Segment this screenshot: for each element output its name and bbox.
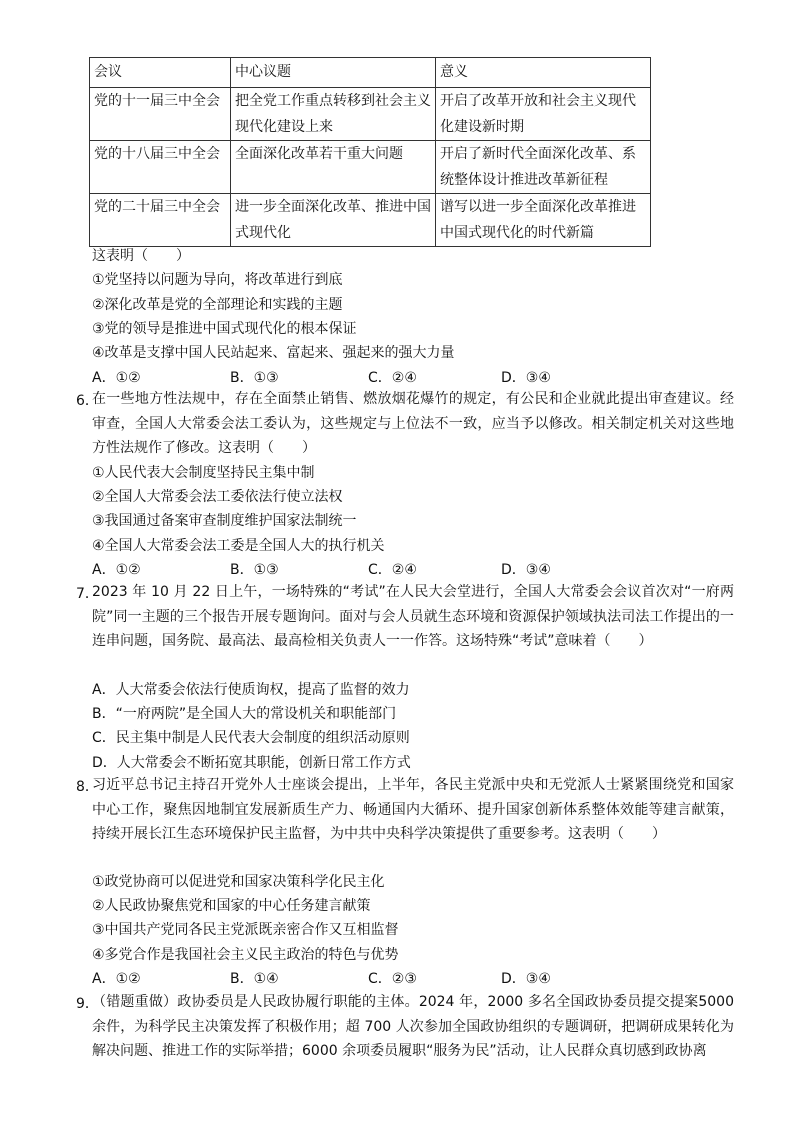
q6-statement-2: ②全国人大常委会法工委依法行使立法权 [92, 489, 343, 505]
table-cell: 开启了新时代全面深化改革、系统整体设计推进改革新征程 [436, 141, 651, 194]
q7-option-d[interactable]: D．人大常委会不断拓宽其职能，创新日常工作方式 [92, 755, 411, 771]
q8-option-b[interactable]: B．①④ [230, 971, 279, 987]
q6-statement-4: ④全国人大常委会法工委是全国人大的执行机关 [92, 538, 385, 554]
q5-stem: 这表明（ ） [92, 248, 190, 264]
q7-stem: 2023 年 10 月 22 日上午，一场特殊的“考试”在人民大会堂进行，全国人大常委会会议首次对“一府两院”同一主题的三个报告开展专题询问。面对与会人员就生态环境和资源保护领域执法司法工作提出的一连串问题，国务院、最高法、最高检相关负责人一一作答。这场特殊“考试”意味着（ ） [92, 584, 734, 649]
table-header-cell: 中心议题 [231, 58, 436, 88]
table-cell: 把全党工作重点转移到社会主义现代化建设上来 [231, 88, 436, 141]
table-cell: 党的十八届三中全会 [90, 141, 231, 194]
q6-stem: 在一些地方性法规中，存在全面禁止销售、燃放烟花爆竹的规定，有公民和企业就此提出审查建议。经审查，全国人大常委会法工委认为，这些规定与上位法不一致，应当予以修改。相关制定机关对这些地方性法规作了修改。这表明（ ） [92, 391, 734, 456]
q5-statement-2: ②深化改革是党的全部理论和实践的主题 [92, 297, 343, 313]
q7-number: 7． [76, 586, 99, 602]
q6-option-a[interactable]: A．①② [92, 562, 141, 578]
q6-option-c[interactable]: C．②④ [368, 562, 417, 578]
q6-number: 6． [76, 393, 99, 409]
table-cell: 全面深化改革若干重大问题 [231, 141, 436, 194]
q8-option-d[interactable]: D．③④ [501, 971, 551, 987]
q9-stem: （错题重做）政协委员是人民政协履行职能的主体。2024 年，2000 多名全国政协委员提交提案5000余件，为科学民主决策发挥了积极作用；超 700 人次参加全国政协组织的专题调研，把调研成果转化为解决问题、推进工作的实际举措；6000 余项委员履职“服务为民”活动，让人民群众真切感到政协离 [92, 994, 734, 1059]
meeting-table [89, 57, 651, 247]
q8-statement-2: ②人民政协聚焦党和国家的中心任务建言献策 [92, 898, 371, 914]
q8-number: 8． [76, 779, 99, 795]
table-row [90, 88, 651, 141]
q8-statement-3: ③中国共产党同各民主党派既亲密合作又互相监督 [92, 922, 399, 938]
q9-number: 9． [76, 996, 99, 1012]
q5-statement-1: ①党坚持以问题为导向，将改革进行到底 [92, 272, 343, 288]
q8-option-c[interactable]: C．②③ [368, 971, 417, 987]
table-header-cell: 意义 [436, 58, 651, 88]
q5-option-a[interactable]: A．①② [92, 370, 141, 386]
q5-statement-4: ④改革是支撑中国人民站起来、富起来、强起来的强大力量 [92, 345, 455, 361]
table-cell: 党的二十届三中全会 [90, 194, 231, 247]
table-row [90, 141, 651, 194]
q8-stem: 习近平总书记主持召开党外人士座谈会提出，上半年，各民主党派中央和无党派人士紧紧围绕党和国家中心工作，聚焦因地制宜发展新质生产力、畅通国内大循环、提升国家创新体系整体效能等建言献策，持续开展长江生态环境保护民主监督，为中共中央科学决策提供了重要参考。这表明（ ） [92, 777, 734, 842]
q5-option-b[interactable]: B．①③ [230, 370, 279, 386]
q6-statement-1: ①人民代表大会制度坚持民主集中制 [92, 465, 315, 481]
table-header-row [90, 58, 651, 88]
table-header-cell: 会议 [90, 58, 231, 88]
q5-option-d[interactable]: D．③④ [501, 370, 551, 386]
q7-option-b[interactable]: B．“一府两院”是全国人大的常设机关和职能部门 [92, 706, 397, 722]
q8-statement-4: ④多党合作是我国社会主义民主政治的特色与优势 [92, 947, 399, 963]
table-cell: 开启了改革开放和社会主义现代化建设新时期 [436, 88, 651, 141]
table-cell: 谱写以进一步全面深化改革推进中国式现代化的时代新篇 [436, 194, 651, 247]
q6-option-b[interactable]: B．①③ [230, 562, 279, 578]
table-cell: 党的十一届三中全会 [90, 88, 231, 141]
q6-statement-3: ③我国通过备案审查制度维护国家法制统一 [92, 513, 357, 529]
q7-option-a[interactable]: A．人大常委会依法行使质询权，提高了监督的效力 [92, 682, 410, 698]
q7-option-c[interactable]: C．民主集中制是人民代表大会制度的组织活动原则 [92, 730, 410, 746]
q6-option-d[interactable]: D．③④ [501, 562, 551, 578]
q5-statement-3: ③党的领导是推进中国式现代化的根本保证 [92, 321, 357, 337]
q8-option-a[interactable]: A．①② [92, 971, 141, 987]
table-cell: 进一步全面深化改革、推进中国式现代化 [231, 194, 436, 247]
table-row [90, 194, 651, 247]
q8-statement-1: ①政党协商可以促进党和国家决策科学化民主化 [92, 874, 385, 890]
q5-option-c[interactable]: C．②④ [368, 370, 417, 386]
